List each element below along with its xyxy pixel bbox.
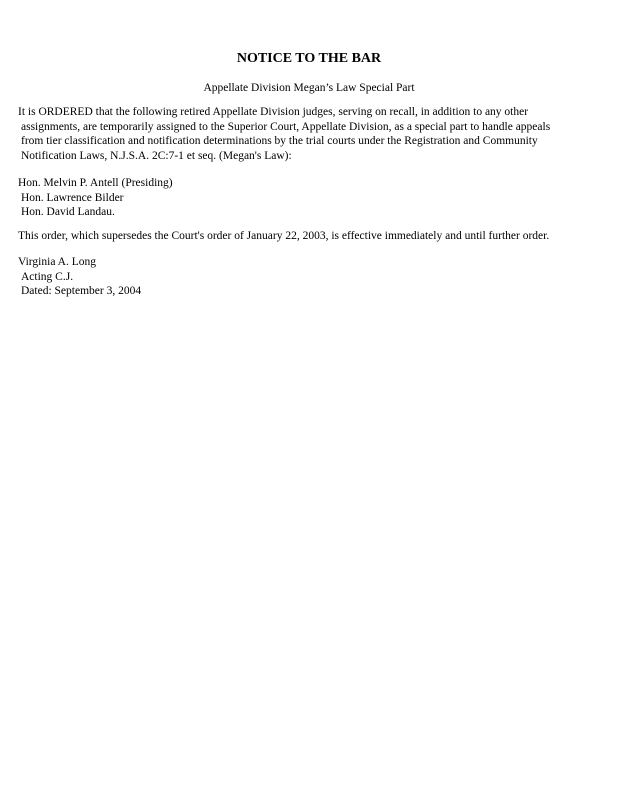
order-paragraph-line: Notification Laws, N.J.S.A. 2C:7-1 et seq. (Megan's Law): bbox=[21, 149, 292, 162]
signature-name: Virginia A. Long bbox=[18, 256, 96, 268]
supersede-text: This order, which supersedes the Court's order of January 22, 2003, is effective immediately and until further order. bbox=[18, 230, 550, 242]
judges-list bbox=[18, 176, 608, 220]
order-paragraph-line: from tier classification and notification determinations by the trial courts under the Registration and Community bbox=[21, 135, 538, 147]
signature-date: Dated: September 3, 2004 bbox=[21, 285, 142, 297]
order-paragraph-line: It is ORDERED that the following retired Appellate Division judges, serving on recall, in addition to any other bbox=[18, 106, 529, 118]
supersede-paragraph bbox=[18, 229, 608, 244]
page-title: NOTICE TO THE BAR bbox=[236, 51, 382, 66]
signature-role: Acting C.J. bbox=[21, 270, 74, 283]
judge-item: Hon. Melvin P. Antell (Presiding) bbox=[18, 177, 173, 189]
signature-block bbox=[18, 255, 608, 299]
order-paragraph-line: assignments, are temporarily assigned to the Superior Court, Appellate Division, as a special part to handle appeals bbox=[21, 120, 551, 133]
page-subtitle: Appellate Division Megan’s Law Special Part bbox=[203, 82, 415, 94]
judge-item: Hon. Lawrence Bilder bbox=[21, 191, 124, 204]
order-paragraph bbox=[18, 105, 608, 163]
judge-item: Hon. David Landau. bbox=[21, 206, 115, 218]
